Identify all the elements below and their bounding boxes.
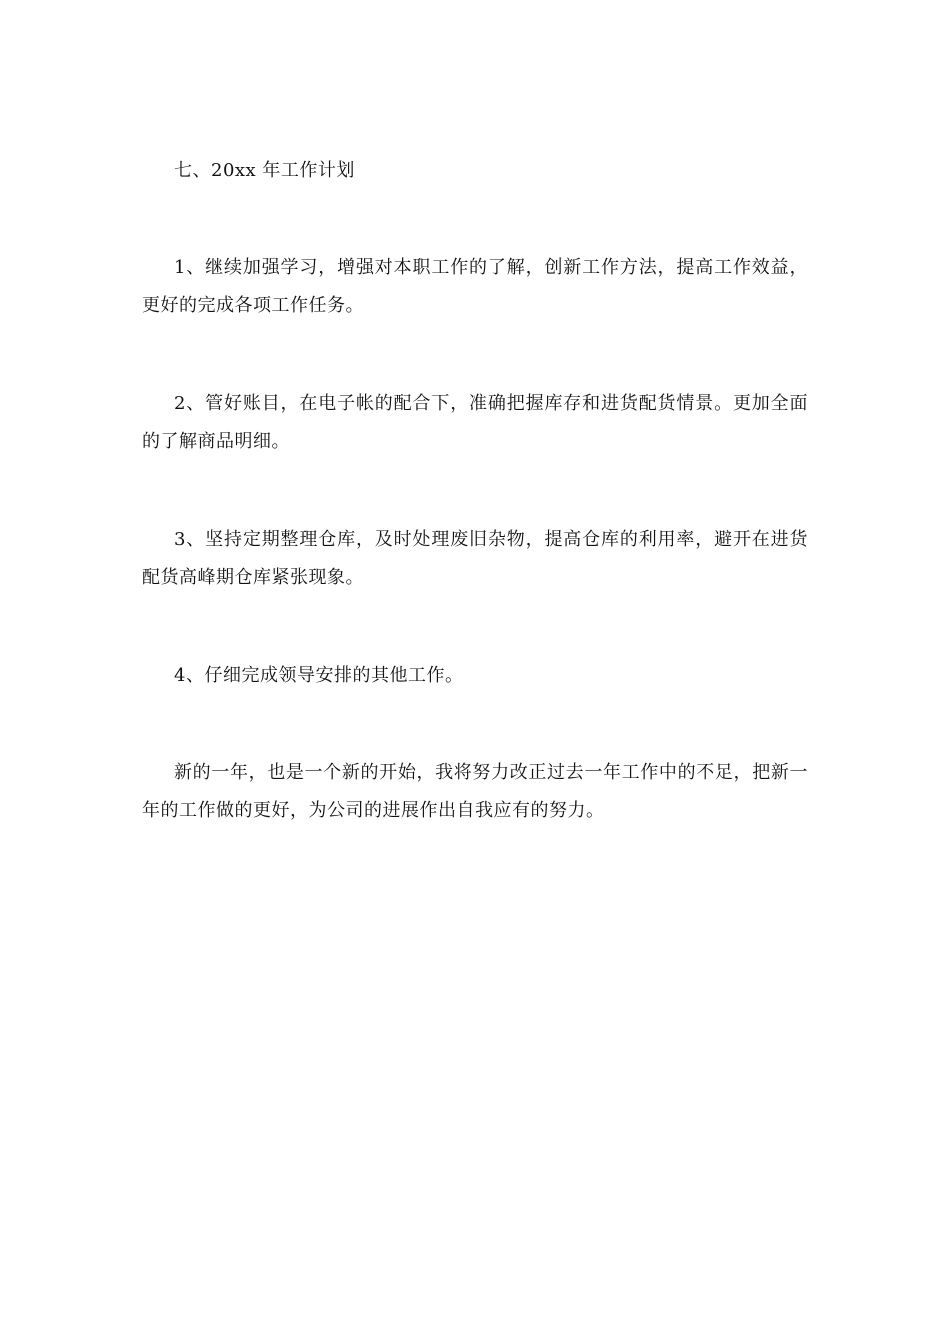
closing-paragraph: 新的一年，也是一个新的开始，我将努力改正过去一年工作中的不足，把新一年的工作做的更好，为公司的进展作出自我应有的努力。 <box>142 762 808 821</box>
document-body <box>142 152 808 890</box>
plan-item-3: 3、坚持定期整理仓库，及时处理废旧杂物，提高仓库的利用率，避开在进货配货高峰期仓库紧张现象。 <box>142 529 808 588</box>
plan-item-1: 1、继续加强学习，增强对本职工作的了解，创新工作方法，提高工作效益，更好的完成各项工作任务。 <box>142 257 808 316</box>
plan-item-2: 2、管好账目，在电子帐的配合下，准确把握库存和进货配货情景。更加全面的了解商品明细。 <box>142 393 808 452</box>
plan-item-4: 4、仔细完成领导安排的其他工作。 <box>174 665 464 686</box>
section-heading: 七、20xx 年工作计划 <box>174 160 355 181</box>
